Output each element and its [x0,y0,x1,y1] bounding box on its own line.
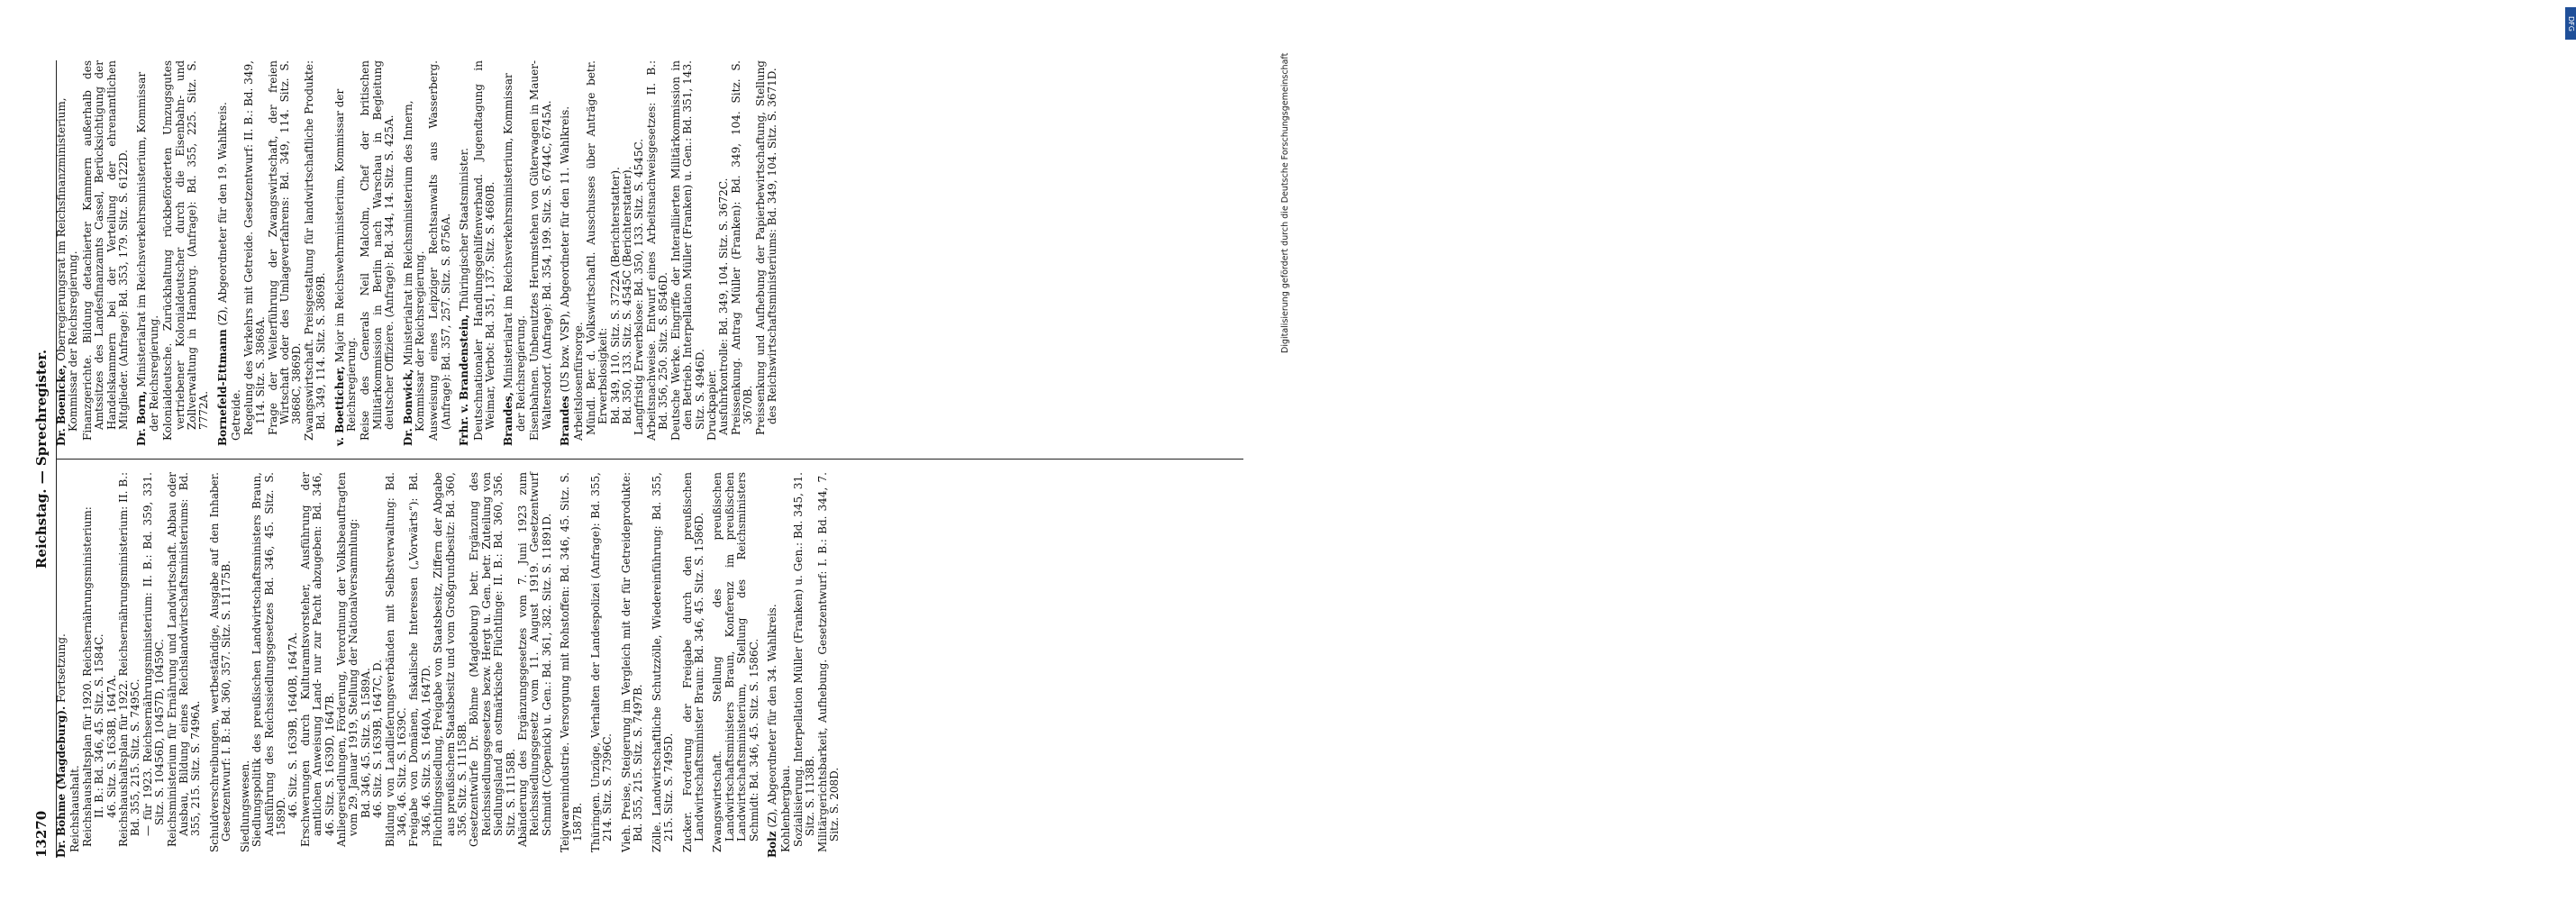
person-role: (Z), Abgeordneter für den 34. Wahlkreis. [765,604,778,828]
person-role: Major im Reichswehrministerium, Kommissar der Reichsregierung. [332,88,358,432]
register-entry [136,60,210,446]
register-entry [56,60,130,446]
register-entry [217,60,328,446]
person-role: Ministerialrat im Reichsministerium des Innern, Kommissar der Reichsregierung. [401,100,426,432]
entry-line: Reise des Generals Neil Malcolm, Chef der britischen Militärkommission in Berlin nach Warschau in Begleitung deutscher Offiziere. (Anfrage): Bd. 344, 14. Sitz. S. 425A. [359,60,396,441]
person-heading [503,60,527,446]
digitization-note: Digitalisierung gefördert durch die Deutsche Forschungsgemeinschaft [1280,52,1290,353]
entry-line: 46. Sitz. S. 1639B, 1647C, D. [371,659,385,818]
person-name: Frhr. v. Brandenstein, [458,314,471,446]
register-entry [459,60,496,446]
person-heading [459,60,470,446]
person-name: Dr. Born, [135,390,149,446]
register-entry [590,472,614,858]
entry-line: Reichshaushaltsplan für 1922. Reichsernährungsministerium: II. B.: Bd. 355, 215. Sitz. S. 7495C. [117,472,142,847]
person-heading [56,60,80,446]
entry-line: Militärgerichtsbarkeit, Aufhebung. Gesetzentwurf: I. B.: Bd. 344, 7. Sitz. S. 208D. [815,472,841,852]
entry-line: Deutschnationaler Handlungsgehilfenverband. Jugendtagung in Weimar, Verbot: Bd. 351, 137. Sitz. S. 4680B. [471,60,496,441]
entry-line: Regelung des Verkehrs mit Getreide. Gesetzentwurf: II. B.: Bd. 349, 114. Sitz. S. 3868A. [241,60,268,435]
person-heading [767,472,778,858]
entry-line: Flüchtlingssiedlung, Freigabe von Staatsbesitz, Ziffern der Abgabe aus preußischem Staatsbesitz und vom Großgrundbesitz: Bd. 360, 356. Sitz. S. 11158B. [432,472,469,847]
entry-line: Bd. 349, 110. Sitz. S. 3722A (Berichterstatter). [608,167,622,424]
person-name: Bornefeld-Ettmann [215,329,229,446]
entry-line: Mündl. Ber. d. Volkswirtschaftl. Ausschusses über Anträge betr. Erwerbslosigkeit: [584,60,610,435]
digitization-note-area [1279,0,2575,901]
person-role: (Z), Abgeordneter für den 19. Wahlkreis. [215,102,229,326]
person-name: Dr. Boenicke, [55,364,68,446]
entry-line: Druckpapier. [705,369,718,441]
register-entry [767,472,841,858]
register-entry [503,60,553,446]
entry-line: Kolonialdeutsche. Zurückhaltung rückbeförderten Umzugsgutes vertriebener Kolonialdeutscher durch die Eisenbahn- und Zollverwaltung in Hamburg. (Anfrage): Bd. 355, 225. Sitz. S. 7772A. [161,60,211,441]
entry-line: Siedlungswesen. [238,760,251,852]
entry-line: Kohlenbergbau. [779,765,793,852]
person-name: v. Boetticher, [332,366,346,446]
entry-line: Getreide. [230,389,243,441]
entry-line: Anliegersiedlungen, Förderung, Verordnung der Volksbeauftragten vom 29. Januar 1919, Stellung der Nationalversammlung: [334,472,360,847]
entry-line: Schuldverschreibungen, wertbeständige, Ausgabe auf den Inhaber. Gesetzentwurf: I. B.: Bd. 360, 357. Sitz. S. 11175B. [207,472,233,852]
register-entry [560,472,584,858]
register-entry [240,472,554,858]
dfg-logo: DFG [2565,7,2576,40]
entry-line: Thüringen. Unzüge, Verhalten der Landespolizei (Anfrage): Bd. 355, 214. Sitz. S. 7396C. [589,472,614,852]
person-heading [136,60,160,446]
entry-line: Zucker. Forderung der Freigabe durch den preußischen Landwirtschaftsminister Braun: Bd. 346, 45. Sitz. S. 1586D. [680,472,705,852]
register-entry [56,472,203,858]
entry-line: Reichshaushaltsplan für 1920. Reichsernährungsministerium: [80,506,94,847]
right-column [56,60,1243,460]
running-head: Reichstag. — Sprechregister. [33,349,50,569]
register-entry [334,60,396,446]
register-entry [560,60,778,446]
entry-line: Freigabe von Domänen, fiskalische Interessen („Vorwärts“): Bd. 346, 46. Sitz. S. 1640A, 1647D. [407,472,432,847]
person-name: Bolz [765,831,778,858]
person-name: Brandes [559,396,572,446]
page-header [34,60,57,858]
entry-line: Ausfuhrkontrolle: Bd. 349, 104. Sitz. S. 3672C. [717,177,731,435]
entry-line: Frage der Weiterführung der Zwangswirtschaft, der freien Wirtschaft oder des Umlageverfahrens: Bd. 349, 114. Sitz. S. 3868C, 3869D. [266,60,304,435]
entry-line: Preissenkung und Aufhebung der Papierbewirtschaftung, Stellung des Reichswirtschaftsministeriums: Bd. 349, 104. Sitz. S. 3671D. [753,60,778,435]
person-heading [334,60,359,446]
person-role: Ministerialrat im Reichsverkehrsministerium, Kommissar der Reichsregierung. [502,73,527,432]
entry-line: Eisenbahnen. Unbenutztes Herumstehen von Güterwagen in Mauer-Waltersdorf. (Anfrage): Bd. 354, 199. Sitz. S. 6744C, 6745A. [528,60,553,441]
register-entry [621,472,645,858]
register-page [0,6,1261,894]
person-name: Dr. Bonwick, [401,369,414,446]
person-heading [560,60,571,446]
person-heading [403,60,427,446]
entry-line: Bildung von Landlieferungsverbänden mit Selbstverwaltung: Bd. 346, 46. Sitz. S. 1639C. [383,472,408,847]
entry-line: Ausweisung eines Leipziger Rechtsanwalts aus Wasserberg. (Anfrage): Bd. 357, 257. Sitz. S. 8756A. [427,60,452,441]
entry-line: Siedlungspolitik des preußischen Landwirtschaftsministers Braun, Ausführung des Reichssiedlungsgesetzes Bd. 346, 45. Sitz. S. 1589D. [250,472,287,847]
entry-line: — für 1923. Reichsernährungsministerium: II. B.: Bd. 359, 331. Sitz. S. 10456D, 10457D, 10459C. [141,472,167,836]
entry-line: Bd. 350, 133. Sitz. S. 4545C (Berichterstatter). [621,166,634,424]
person-name: Dr. Böhme (Magdeburg). [55,705,68,858]
register-entry [209,472,233,858]
person-role: Ministerialrat im Reichsverkehrsministerium, Kommissar der Reichsregierung. [135,71,160,432]
register-entry [403,60,453,446]
entry-line: Bd. 346, 45. Sitz. S. 1589A. [359,668,372,818]
entry-line: 46. Sitz. S. 1638B, 1647A. [105,674,118,818]
entry-line: Erschwerungen durch Kulturamtsvorsteher, Ausführung der amtlichen Anweisung Land- nur zur Pacht abzugeben: Bd. 346, 46. Sitz. S. 1639D, 1647B. [298,472,336,847]
entry-line: Reichshaushalt. [68,765,82,852]
entry-line: Zwangswirtschaft. Preisgestaltung für landwirtschaftliche Produkte: Bd. 349, 114. Sitz. S. 3869B. [302,60,328,441]
page-number: 13270 [33,810,50,858]
left-column [56,460,1243,858]
entry-line: 46. Sitz. S. 1639B, 1640B, 1647A. [287,632,300,818]
entry-line: II. B.: Bd. 346, 45. Sitz. S. 1584C. [93,633,106,818]
entry-line: Reichsministerium für Ernährung und Landwirtschaft. Abbau oder Ausbau, Bildung eines Reichslandwirtschaftsministeriums: Bd. 355, 215. Sitz. S. 7496A. [165,472,203,847]
entry-line: Finanzgerichte. Bildung detachierter Kammern außerhalb des Amtssitzes des Landesfinanzamts Cassel, Berücksichtigung der Handelskammern bei der Verteilung der ehrenamtlichen Mitglieder. (Anfrage): Bd. 353, 179. Sitz. S. 6122D. [80,60,131,441]
entry-line: Zwangswirtschaft. Stellung des preußischen Landwirtschaftsministers Braun, Konferenz im preußischen Landwirtschaftsministerium, Stellung des Reichsministers Schmidt: Bd. 346, 45. Sitz. S. 1586C. [711,472,760,852]
register-entry [712,472,760,858]
entry-line: Preissenkung. Antrag Müller (Franken): Bd. 349, 104. Sitz. S. 3670B. [729,60,755,435]
entry-line: Arbeitslosenfürsorge. [572,322,586,441]
person-role: (US bzw. VSP), Abgeordneter für den 11. Wahlkreis. [559,105,572,393]
person-heading [56,472,68,858]
register-entry [651,472,676,858]
entry-line: Gesetzentwürfe Dr. Böhme (Magdeburg) betr. Ergänzung des Reichssiedlungsgesetzes bezw. Hergt u. Gen. betr. Zuteilung von Siedlungsland an ostmärkische Flüchtlinge: II. B.: Bd. 360, 356. Sitz. S. 11158B. [468,472,517,847]
entry-line: Zölle. Landwirtschaftliche Schutzzölle, Wiedereinführung: Bd. 355, 215. Sitz. S. 7495D. [650,472,676,852]
person-heading [217,60,229,446]
entry-line: Teigwarenindustrie. Versorgung mit Rohstoffen: Bd. 346, 45. Sitz. S. 1587B. [559,472,584,852]
person-role: Thüringischer Staatsminister. [458,148,471,311]
person-name: Brandes, [502,392,515,446]
person-role: Fortsetzung. [55,633,68,703]
entry-line: Sozialisierung. Interpellation Müller (Franken) u. Gen.: Bd. 345, 31. Sitz. S. 1138B. [791,472,817,847]
entry-line: Deutsche Werke. Eingriffe der Interalliierten Militärkommission in den Betrieb. Interpellation Müller (Franken) u. Gen.: Bd. 351, 143. Sitz. S. 4946D. [669,60,706,441]
entry-line: Langfristig Erwerbslose: Bd. 350, 133. Sitz. S. 4545C. [633,138,646,435]
person-role: Oberregierungsrat im Reichsfinanzministerium, Kommissar der Reichsregierung. [55,97,80,432]
register-entry [682,472,706,858]
register-columns [56,60,1243,858]
entry-line: Vieh. Preise, Steigerung im Vergleich mit der für Getreideprodukte: Bd. 355, 215. Sitz. S. 7497B. [619,472,645,852]
entry-line: Arbeitsnachweise. Entwurf eines Arbeitsnachweisgesetzes: II. B.: Bd. 356, 250. Sitz. S. 8546D. [644,60,670,441]
entry-line: Abänderung des Ergänzungsgesetzes vom 7. Juni 1923 zum Reichssiedlungsgesetz vom 11. August 1919. Gesetzentwurf Schmidt (Cöpenick) u. Gen.: Bd. 361, 382. Sitz. S. 11891D. [516,472,553,847]
